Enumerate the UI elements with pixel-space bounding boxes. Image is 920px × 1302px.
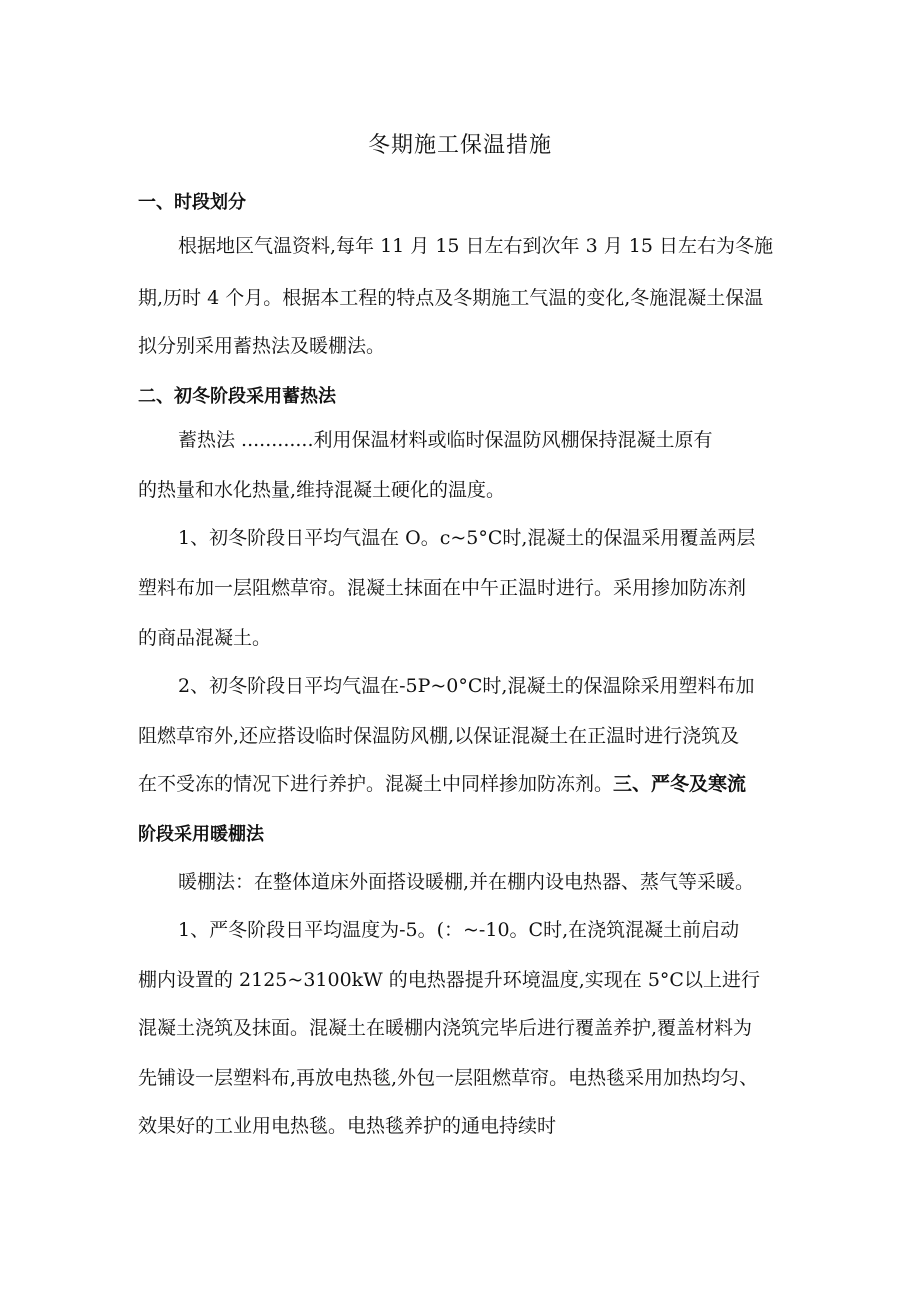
paragraph-line: 暖棚法：在整体道床外面搭设暖棚,并在棚内设电热器、蒸气等采暖。 — [178, 871, 755, 893]
paragraph-line: 期,历时 4 个月。根据本工程的特点及冬期施工气温的变化,冬施混凝土保温 — [138, 287, 764, 309]
section-1-heading: 一、时段划分 — [138, 192, 246, 213]
paragraph-line: 1、初冬阶段日平均气温在 O。c~5°C时,混凝土的保温采用覆盖两层 — [178, 527, 756, 549]
paragraph-line: 阻燃草帘外,还应搭设临时保温防风棚,以保证混凝土在正温时进行浇筑及 — [138, 725, 740, 747]
paragraph-line: 先铺设一层塑料布,再放电热毯,外包一层阻燃草帘。电热毯采用加热均匀、 — [138, 1067, 759, 1089]
section-2-heading: 二、初冬阶段采用蓄热法 — [138, 386, 336, 407]
paragraph-line: 蓄热法 ............利用保温材料或临时保温防风棚保持混凝土原有 — [178, 429, 713, 451]
paragraph-text: 在不受冻的情况下进行养护。混凝土中同样掺加防冻剂。 — [138, 773, 614, 795]
paragraph-line: 混凝土浇筑及抹面。混凝土在暖棚内浇筑完毕后进行覆盖养护,覆盖材料为 — [138, 1017, 753, 1039]
paragraph-line: 2、初冬阶段日平均气温在-5P~0°C时,混凝土的保温除采用塑料布加 — [178, 675, 755, 697]
paragraph-line: 1、严冬阶段日平均温度为-5。(：~-10。C时,在浇筑混凝土前启动 — [178, 919, 740, 941]
section-3-heading-end: 阶段采用暖棚法 — [138, 824, 264, 845]
paragraph-line: 效果好的工业用电热毯。电热毯养护的通电持续时 — [138, 1115, 557, 1137]
section-3-heading-start: 三、严冬及寒流 — [613, 773, 747, 795]
document-title: 冬期施工保温措施 — [367, 133, 552, 158]
paragraph-line — [138, 770, 798, 798]
paragraph-line: 根据地区气温资料,每年 11 月 15 日左右到次年 3 月 15 日左右为冬施 — [178, 235, 773, 257]
paragraph-line: 棚内设置的 2125~3100kW 的电热器提升环境温度,实现在 5°C以上进行 — [138, 969, 760, 991]
paragraph-line: 塑料布加一层阻燃草帘。混凝土抹面在中午正温时进行。采用掺加防冻剂 — [138, 577, 747, 599]
paragraph-line: 的商品混凝土。 — [138, 627, 272, 649]
paragraph-line: 拟分别采用蓄热法及暖棚法。 — [138, 335, 386, 357]
paragraph-line: 的热量和水化热量,维持混凝土硬化的温度。 — [138, 479, 506, 501]
